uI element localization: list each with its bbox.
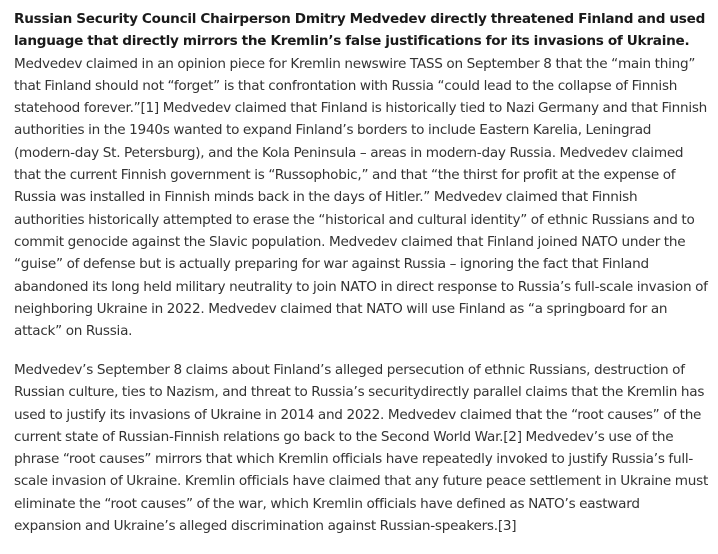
paragraph-2-text: Medvedev’s September 8 claims about Finland’s alleged persecution of ethnic Russians, destruction of Russian culture, ties to Nazism, and threat to Russia’s securitydirectly parallel claims that the Kremlin has used to justify its invasions of Ukraine in 2014 and 2022. Medvedev claimed that the “root causes” of the current state of Russian-Finnish relations go back to the Second World War.[2] Medvedev’s use of the phrase “root causes” mirrors that which Kremlin officials have repeatedly invoked to justify Russia’s full-scale invasion of Ukraine. Kremlin officials have claimed that any future peace settlement in Ukraine must eliminate the “root causes” of the war, which Kremlin officials have defined as NATO’s eastward expansion and Ukraine’s alleged discrimination against Russian-speakers.[3] <box>14 361 709 535</box>
paragraph-2 <box>14 359 710 537</box>
paragraph-1-text: Medvedev claimed in an opinion piece for Kremlin newswire TASS on September 8 that the “main thing” that Finland should not “forget” is that confrontation with Russia “could lead to the collapse of Finnish statehood forever.”[1] Medvedev claimed that Finland is historically tied to Nazi Germany and that Finnish authorities in the 1940s wanted to expand Finland’s borders to include Eastern Karelia, Leningrad (modern-day St. Petersburg), and the Kola Peninsula – areas in modern-day Russia. Medvedev claimed that the current Finnish government is “Russophobic,” and that “the thirst for profit at the expense of Russia was installed in Finnish minds back in the days of Hitler.” Medvedev claimed that Finnish authorities historically attempted to erase the “historical and cultural identity” of ethnic Russians and to commit genocide against the Slavic population. Medvedev claimed that Finland joined NATO under the “guise” of defense but is actually preparing for war against Russia – ignoring the fact that Finland abandoned its long held military neutrality to join NATO in direct response to Russia’s full-scale invasion of neighboring Ukraine in 2022. Medvedev claimed that NATO will use Finland as “a springboard for an attack” on Russia. <box>14 55 708 340</box>
lead-sentence: Russian Security Council Chairperson Dmitry Medvedev directly threatened Finland and used language that directly mirrors the Kremlin’s false justifications for its invasions of Ukraine. <box>14 11 706 50</box>
paragraph-1 <box>14 8 710 342</box>
article-body <box>14 8 710 554</box>
